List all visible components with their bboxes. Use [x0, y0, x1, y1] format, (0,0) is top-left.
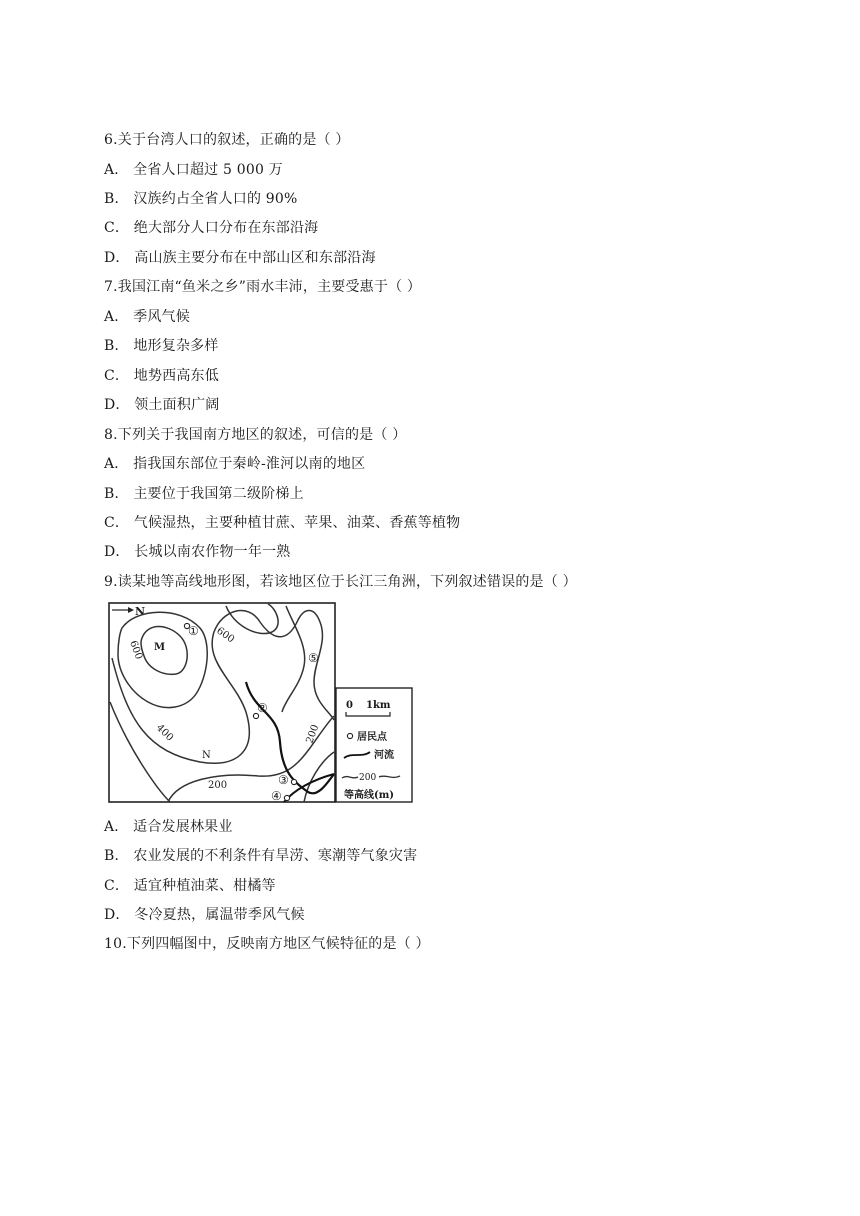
question-6-option-b: B． 汉族约占全省人口的 90%: [104, 191, 298, 207]
question-7-stem: 7.我国江南“鱼米之乡”雨水丰沛，主要受惠于（ ）: [104, 279, 422, 295]
question-9-option-c: C． 适宜种植油菜、柑橘等: [104, 878, 276, 894]
legend-settlement: 居民点: [357, 732, 387, 743]
legend-river: 河流: [374, 750, 394, 761]
north-arrow-icon: [112, 607, 134, 613]
question-7-option-a: A． 季风气候: [104, 309, 190, 325]
question-8-option-a: A． 指我国东部位于秦岭-淮河以南的地区: [104, 456, 366, 472]
legend-scale-zero: 0: [346, 700, 353, 711]
question-7-option-c: C． 地势西高东低: [104, 368, 219, 384]
svg-text:④: ④: [271, 789, 282, 803]
legend-contour-sample: 200: [359, 773, 377, 783]
question-6-option-c: C． 绝大部分人口分布在东部沿海: [104, 220, 319, 236]
question-8-option-c: C． 气候湿热，主要种植甘蔗、苹果、油菜、香蕉等植物: [104, 515, 461, 531]
scale-bar-icon: [346, 712, 390, 716]
question-8-option-b: B． 主要位于我国第二级阶梯上: [104, 486, 304, 502]
north-label: N: [135, 605, 146, 618]
contour-label-400: 400: [153, 722, 176, 744]
question-9-option-b: B． 农业发展的不利条件有旱涝、寒潮等气象灾害: [104, 848, 418, 864]
legend-contour: 等高线(m): [344, 790, 395, 801]
question-7-option-d: D． 领土面积广阔: [104, 397, 220, 413]
settlement-1: [184, 623, 198, 638]
svg-text:⑤: ⑤: [308, 651, 319, 665]
svg-text:②: ②: [257, 701, 268, 715]
settlement-5: [308, 651, 319, 665]
settlement-legend-icon: [347, 733, 352, 738]
contour-label-200-b: 200: [304, 723, 322, 746]
legend-scale-unit: 1km: [366, 700, 391, 711]
contour-map-figure: [108, 602, 414, 804]
contour-label-600-b: 600: [127, 639, 145, 661]
question-9-option-a: A． 适合发展林果业: [104, 819, 233, 835]
question-8-stem: 8.下列关于我国南方地区的叙述，可信的是（ ）: [104, 427, 407, 443]
question-9-stem: 9.读某地等高线地形图，若该地区位于长江三角洲，下列叙述错误的是（ ）: [104, 574, 577, 590]
contour-map: [108, 602, 414, 804]
map-legend: [342, 700, 400, 801]
settlement-2: [253, 701, 267, 719]
river-legend-icon: [344, 752, 370, 758]
point-label-n: N: [202, 750, 211, 761]
settlement-3: [278, 773, 297, 787]
question-7-option-b: B． 地形复杂多样: [104, 338, 219, 354]
contour-legend-icon: [342, 777, 358, 778]
question-6-stem: 6.关于台湾人口的叙述，正确的是（ ）: [104, 132, 350, 148]
question-6-option-a: A． 全省人口超过 5 000 万: [104, 162, 283, 178]
svg-text:①: ①: [188, 624, 199, 638]
peak-label: M: [154, 642, 166, 653]
settlement-4: [271, 789, 290, 803]
question-9-option-d: D． 冬冷夏热，属温带季风气候: [104, 907, 305, 923]
contour-label-200-a: 200: [208, 780, 228, 791]
svg-text:③: ③: [278, 773, 289, 787]
question-8-option-d: D． 长城以南农作物一年一熟: [104, 544, 291, 560]
question-6-option-d: D． 高山族主要分布在中部山区和东部沿海: [104, 250, 376, 266]
contour-label-600-a: 600: [214, 625, 237, 646]
question-10-stem: 10.下列四幅图中，反映南方地区气候特征的是（ ）: [104, 936, 430, 952]
